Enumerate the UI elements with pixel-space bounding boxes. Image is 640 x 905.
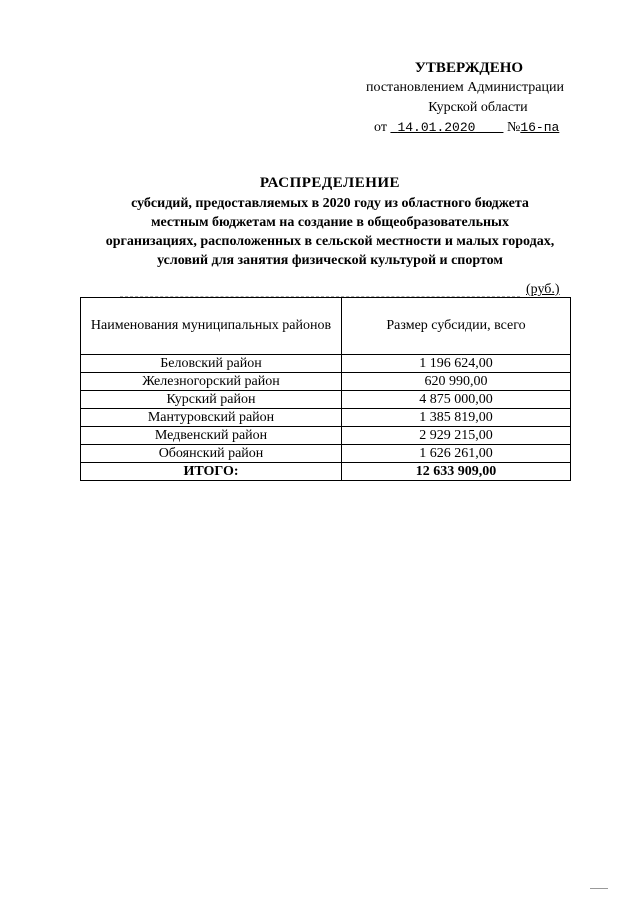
- subsidy-amount: 620 990,00: [342, 373, 571, 391]
- approval-line-2: Курской области: [428, 100, 528, 115]
- approval-number: 16-па: [520, 120, 560, 135]
- table-header-row: [81, 298, 571, 355]
- table-row: [81, 355, 571, 373]
- approval-line-1: постановлением Администрации: [366, 80, 564, 95]
- district-name: Курский район: [81, 391, 342, 409]
- document-heading: [60, 172, 600, 270]
- total-label: ИТОГО:: [81, 463, 342, 481]
- table-row: [81, 427, 571, 445]
- subsidy-amount: 1 385 819,00: [342, 409, 571, 427]
- district-name: Мантуровский район: [81, 409, 342, 427]
- district-name: Медвенский район: [81, 427, 342, 445]
- total-amount: 12 633 909,00: [342, 463, 571, 481]
- document-title: РАСПРЕДЕЛЕНИЕ: [259, 175, 401, 191]
- district-name: Обоянский район: [81, 445, 342, 463]
- document-subtitle-2: местным бюджетам на создание в общеобразовательных: [151, 215, 509, 230]
- header-district: Наименования муниципальных районов: [81, 298, 342, 355]
- subsidy-amount: 1 196 624,00: [342, 355, 571, 373]
- subsidy-table: [80, 297, 571, 481]
- table-row: [81, 409, 571, 427]
- approval-title: УТВЕРЖДЕНО: [414, 60, 524, 76]
- table-row: [81, 445, 571, 463]
- document-subtitle-3: организациях, расположенных в сельской местности и малых городах,: [105, 234, 555, 249]
- approval-stamp: [340, 58, 590, 138]
- number-prefix: №: [506, 120, 521, 135]
- district-name: Железногорский район: [81, 373, 342, 391]
- document-subtitle-1: субсидий, предоставляемых в 2020 году из областного бюджета: [131, 196, 529, 211]
- subsidy-amount: 1 626 261,00: [342, 445, 571, 463]
- subsidy-amount: 4 875 000,00: [342, 391, 571, 409]
- document-subtitle-4: условий для занятия физической культурой и спортом: [157, 253, 503, 268]
- subsidy-amount: 2 929 215,00: [342, 427, 571, 445]
- currency-unit: (руб.): [526, 282, 560, 297]
- table-total-row: [81, 463, 571, 481]
- table-row: [81, 373, 571, 391]
- approval-date-line: [340, 118, 590, 138]
- scan-mark: [590, 888, 608, 889]
- table-row: [81, 391, 571, 409]
- header-amount: Размер субсидии, всего: [342, 298, 571, 355]
- district-name: Беловский район: [81, 355, 342, 373]
- date-prefix: от: [374, 120, 387, 135]
- approval-date: 14.01.2020: [397, 120, 476, 135]
